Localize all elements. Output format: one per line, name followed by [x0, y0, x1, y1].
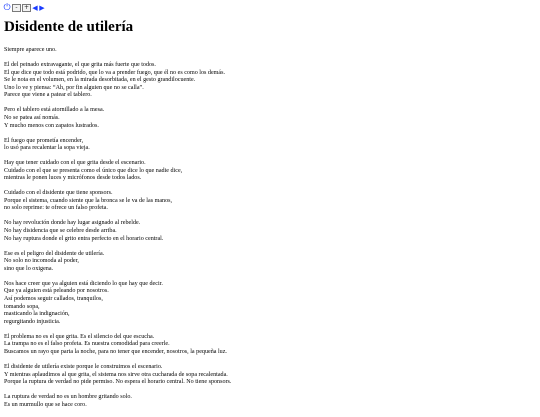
poem-line: No hay disidencia que se celebre desde arriba.: [4, 228, 117, 235]
stanza: [4, 394, 534, 409]
poem-line: Buscamos un rayo que parta la noche, para no tener que encender, nosotros, la pequeña luz.: [4, 348, 227, 355]
poem-line: Que ya alguien está peleando por nosotros.: [4, 288, 109, 295]
poem-line: El disidente de utilería existe porque le construimos el escenario.: [4, 363, 163, 370]
poem-line: La trampa no es el falso profeta. Es nuestra comodidad para creerle.: [4, 341, 170, 348]
poem-line: Es un murmullo que se hace coro.: [4, 401, 87, 408]
poem-line: Se le nota en el volumen, en la mirada desorbitada, en el gesto grandilocuente.: [4, 77, 196, 84]
poem-line: El del peinado extravagante, el que grita más fuerte que todos.: [4, 61, 156, 68]
poem-line: lo usó para recalentar la sopa vieja.: [4, 145, 90, 152]
stanza: [4, 364, 534, 387]
next-arrow-icon[interactable]: ▶: [39, 3, 45, 12]
poem-line: Ese es el peligro del disidente de utilería.: [4, 250, 105, 257]
poem-line: Porque la ruptura de verdad no pide permiso. No espera el horario central. No tiene sponsors.: [4, 379, 232, 386]
stanza: [4, 334, 534, 357]
power-icon[interactable]: ⏻: [3, 2, 11, 13]
poem-line: regurgitando injusticia.: [4, 318, 61, 325]
poem-line: Pero el tablero está atornillado a la mesa.: [4, 107, 105, 114]
poem-line: La ruptura de verdad no es un hombre gritando solo.: [4, 394, 132, 401]
decrease-font-button[interactable]: -: [12, 4, 21, 12]
poem-line: El fuego que prometía encender,: [4, 137, 84, 144]
stanza: [4, 220, 534, 243]
poem-line: sino que lo oxigena.: [4, 265, 54, 272]
poem-line: Cuidado con el que se presenta como el único que dice lo que nadie dice,: [4, 167, 183, 174]
poem-line: Hay que tener cuidado con el que grita desde el escenario.: [4, 160, 146, 167]
poem-line: masticando la indignación,: [4, 311, 70, 318]
poem-line: Y mucho menos con zapatos lustrados.: [4, 122, 99, 129]
stanza: [4, 138, 534, 153]
poem-line: El que dice que todo está podrido, que lo va a prender fuego, que él no es como los demás.: [4, 69, 226, 76]
poem-line: No hay revolución donde hay lugar asignado al rebelde.: [4, 220, 141, 227]
poem-line: No se patea así nomás.: [4, 114, 60, 121]
poem-line: Nos hace creer que ya alguien está diciendo lo que hay que decir.: [4, 280, 163, 287]
poem-line: Porque el sistema, cuando siente que la bronca se le va de las manos,: [4, 197, 173, 204]
page-title: Disidente de utilería: [4, 19, 134, 35]
poem-line: No solo no incomoda al poder,: [4, 258, 79, 265]
poem-line: Así podemos seguir callados, tranquilos,: [4, 295, 103, 302]
poem-line: Parece que viene a patear el tablero.: [4, 92, 92, 99]
stanza: [4, 47, 534, 55]
poem-line: Siempre aparece uno.: [4, 47, 57, 53]
poem-line: El problema no es el que grita. Es el silencio del que escucha.: [4, 333, 155, 340]
stanza: [4, 62, 534, 100]
prev-arrow-icon[interactable]: ◀: [32, 3, 38, 12]
stanza: [4, 281, 534, 327]
poem-line: No hay ruptura donde el grito entra perfecto en el horario central.: [4, 235, 164, 242]
poem-line: Cuidado con el disidente que tiene sponsors.: [4, 190, 113, 197]
poem-line: no solo reprime: te ofrece un falso profeta.: [4, 205, 108, 212]
stanza: [4, 107, 534, 130]
poem-body: [4, 47, 534, 417]
poem-line: Uno lo ve y piensa: “Ah, por fin alguien que no se calla”.: [4, 84, 144, 91]
stanza: [4, 251, 534, 274]
increase-font-button[interactable]: +: [23, 4, 30, 11]
toolbar: [3, 3, 45, 13]
poem-line: Y mientras aplaudimos al que grita, el sistema nos sirve otra cucharada de sopa recalentada.: [4, 371, 228, 378]
poem-line: mientras le ponen luces y micrófonos desde todos lados.: [4, 175, 142, 182]
stanza: [4, 160, 534, 183]
stanza: [4, 190, 534, 213]
poem-line: tomando sopa,: [4, 303, 40, 310]
